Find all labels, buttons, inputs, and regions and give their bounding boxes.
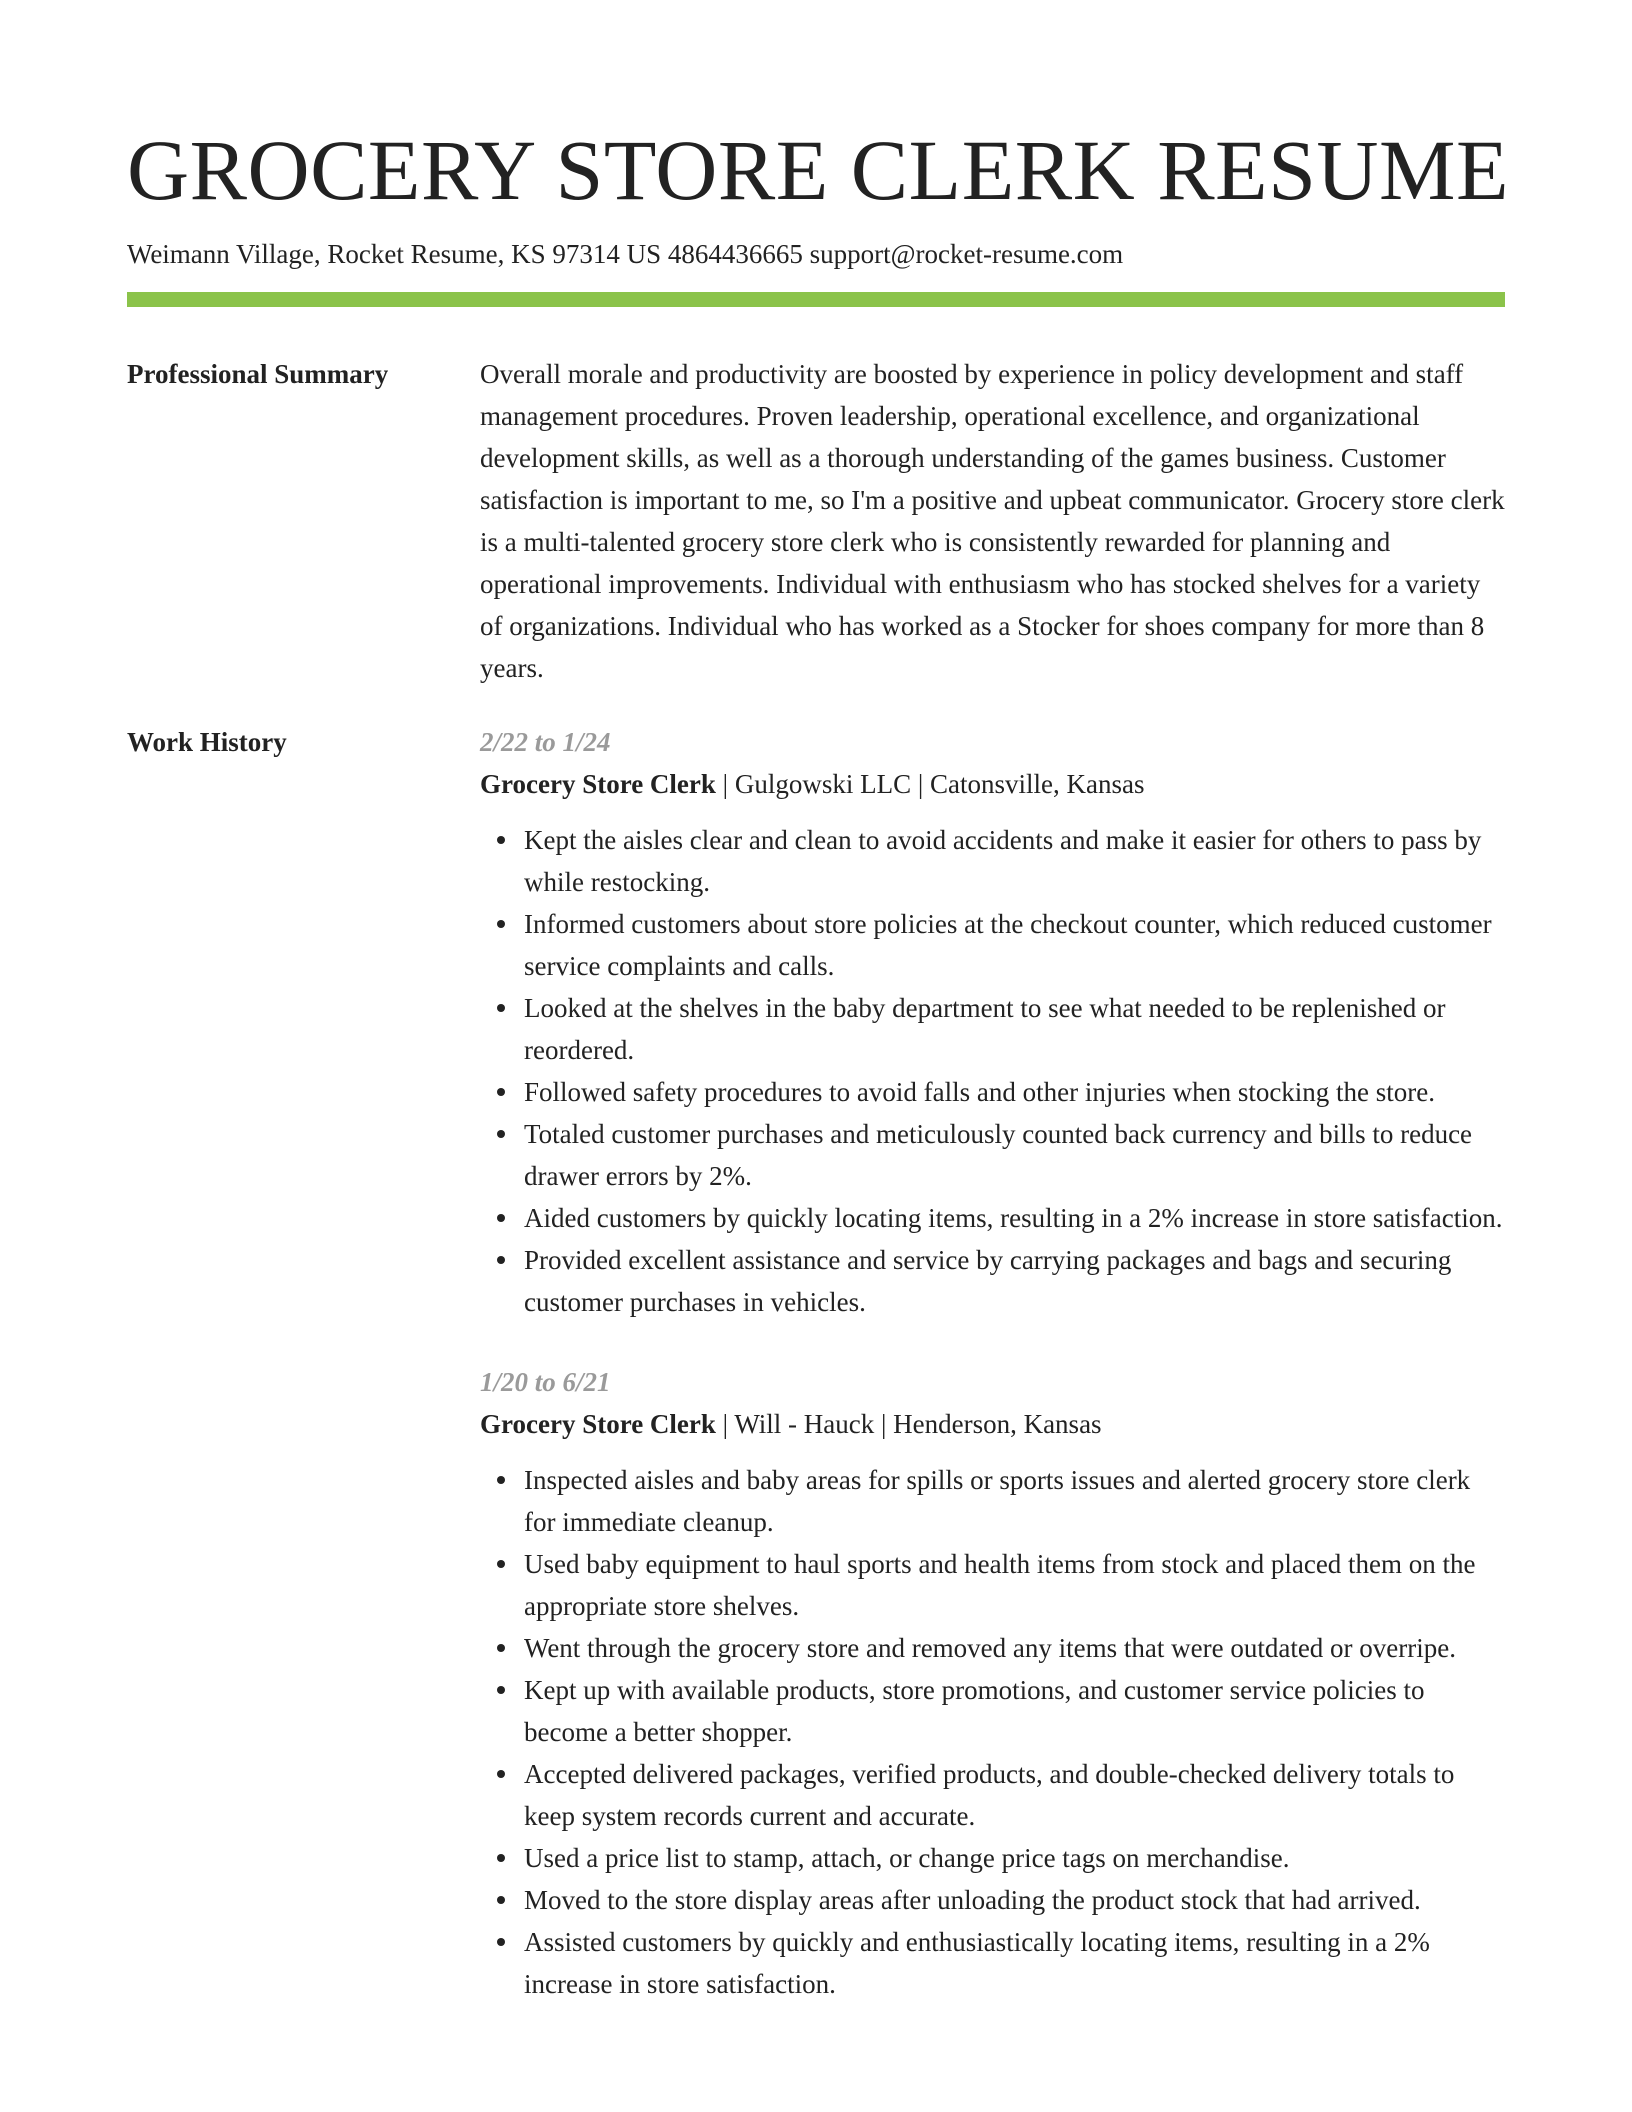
work-history-section	[127, 721, 1505, 2043]
resume-title: GROCERY STORE CLERK RESUME	[127, 122, 1510, 218]
job-details: | Gulgowski LLC | Catonsville, Kansas	[715, 769, 1145, 799]
duty-item: Accepted delivered packages, verified products, and double-checked delivery totals to keep system records current and accurate.	[524, 1753, 1505, 1837]
job-details: | Will - Hauck | Henderson, Kansas	[715, 1409, 1102, 1439]
duty-item: Used baby equipment to haul sports and health items from stock and placed them on the appropriate store shelves.	[524, 1543, 1505, 1627]
duty-item: Followed safety procedures to avoid falls and other injuries when stocking the store.	[524, 1071, 1505, 1113]
section-label-work-history: Work History	[127, 727, 287, 757]
duty-item: Kept the aisles clear and clean to avoid accidents and make it easier for others to pass by while restocking.	[524, 819, 1505, 903]
job-dates: 1/20 to 6/21	[480, 1367, 611, 1397]
job-title: Grocery Store Clerk	[480, 769, 716, 799]
duty-item: Assisted customers by quickly and enthusiastically locating items, resulting in a 2% increase in store satisfaction.	[524, 1921, 1505, 2005]
job-duties-list	[480, 819, 1505, 1323]
duty-item: Informed customers about store policies at the checkout counter, which reduced customer service complaints and calls.	[524, 903, 1505, 987]
job-entry	[480, 721, 1505, 1323]
duty-item: Provided excellent assistance and service by carrying packages and bags and securing customer purchases in vehicles.	[524, 1239, 1505, 1323]
job-entry	[480, 1361, 1505, 2005]
job-dates: 2/22 to 1/24	[480, 727, 611, 757]
job-heading	[480, 763, 1505, 805]
professional-summary-section	[127, 353, 1505, 689]
duty-item: Used a price list to stamp, attach, or change price tags on merchandise.	[524, 1837, 1505, 1879]
work-history-body	[480, 721, 1505, 2043]
job-duties-list	[480, 1459, 1505, 2005]
summary-text: Overall morale and productivity are boosted by experience in policy development and staff management procedures. Proven leadership, operational excellence, and organizational development skills, as well as a thorough understanding of the games business. Customer satisfaction is important to me, so I'm a positive and upbeat communicator. Grocery store clerk is a multi-talented grocery store clerk who is consistently rewarded for planning and operational improvements. Individual with enthusiasm who has stocked shelves for a variety of organizations. Individual who has worked as a Stocker for shoes company for more than 8 years.	[480, 359, 1505, 683]
job-title: Grocery Store Clerk	[480, 1409, 716, 1439]
duty-item: Aided customers by quickly locating items, resulting in a 2% increase in store satisfaction.	[524, 1197, 1505, 1239]
contact-line: Weimann Village, Rocket Resume, KS 97314 US 4864436665 support@rocket-resume.com	[127, 239, 1124, 269]
duty-item: Kept up with available products, store promotions, and customer service policies to become a better shopper.	[524, 1669, 1505, 1753]
duty-item: Moved to the store display areas after unloading the product stock that had arrived.	[524, 1879, 1505, 1921]
duty-item: Inspected aisles and baby areas for spills or sports issues and alerted grocery store clerk for immediate cleanup.	[524, 1459, 1505, 1543]
duty-item: Went through the grocery store and removed any items that were outdated or overripe.	[524, 1627, 1505, 1669]
job-heading	[480, 1403, 1505, 1445]
duty-item: Looked at the shelves in the baby department to see what needed to be replenished or reordered.	[524, 987, 1505, 1071]
duty-item: Totaled customer purchases and meticulously counted back currency and bills to reduce drawer errors by 2%.	[524, 1113, 1505, 1197]
summary-body	[480, 353, 1505, 689]
section-label-summary: Professional Summary	[127, 359, 389, 389]
accent-divider	[127, 292, 1505, 307]
